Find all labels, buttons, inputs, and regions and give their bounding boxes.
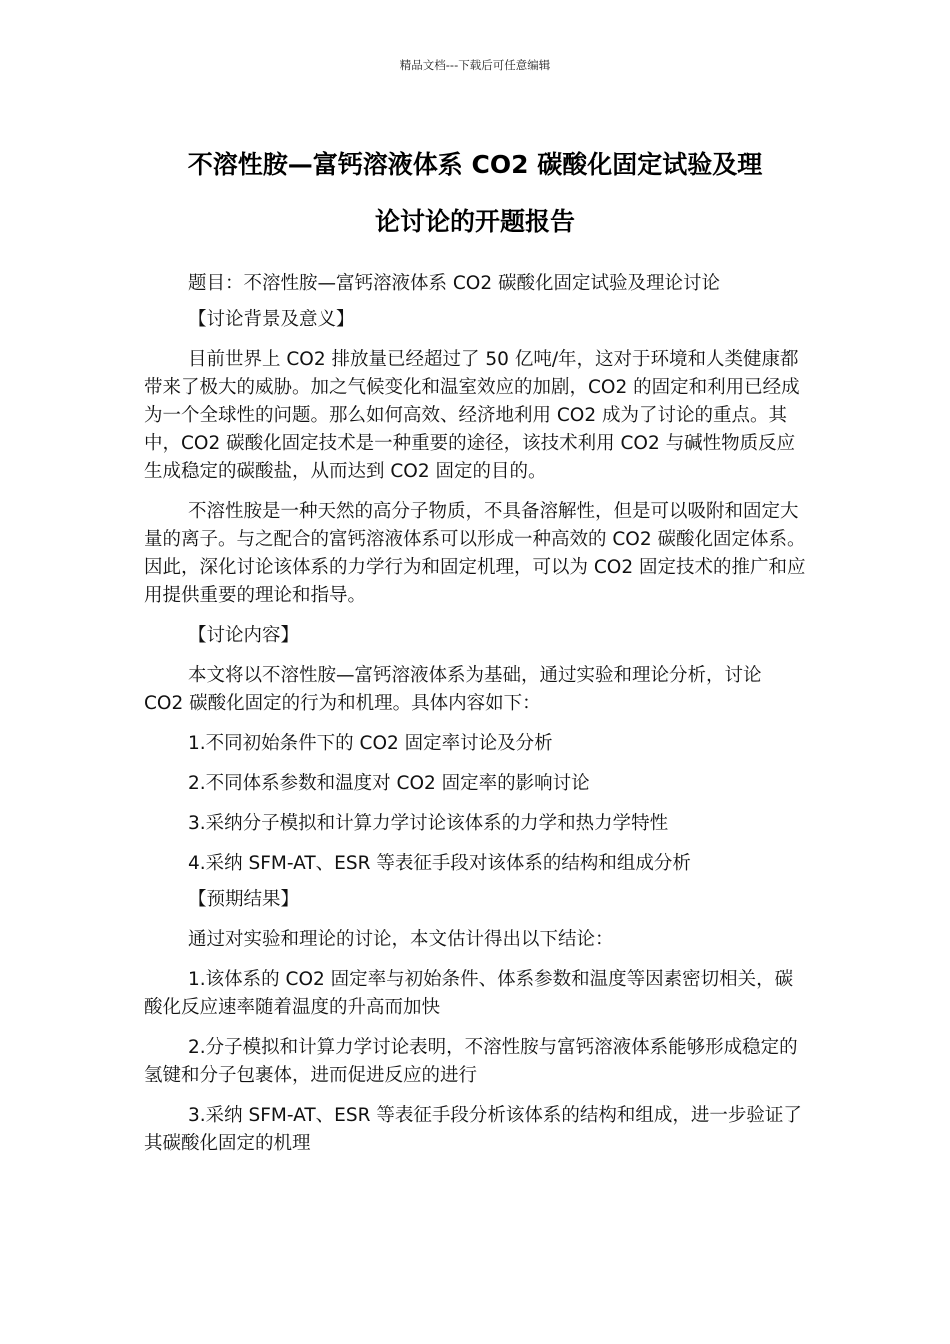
title-line-2: 论讨论的开题报告	[374, 207, 575, 236]
document-title	[120, 136, 830, 250]
subject-line: 题目：不溶性胺—富钙溶液体系 CO2 碳酸化固定试验及理论讨论	[188, 273, 721, 294]
background-paragraph-1: 目前世界上 CO2 排放量已经超过了 50 亿吨/年，这对于环境和人类健康都带来了极大的威胁。加之气候变化和温室效应的加剧，CO2 的固定和利用已经成为一个全球性的问题。那么如何高效、经济地利用 CO2 成为了讨论的重点。其中，CO2 碳酸化固定技术是一种重要的途径，该技术利用 CO2 与碱性物质反应生成稳定的碳酸盐，从而达到 CO2 固定的目的。	[144, 349, 800, 482]
background-paragraph-2: 不溶性胺是一种天然的高分子物质，不具备溶解性，但是可以吸附和固定大量的离子。与之配合的富钙溶液体系可以形成一种高效的 CO2 碳酸化固定体系。因此，深化讨论该体系的力学行为和固定机理，可以为 CO2 固定技术的推广和应用提供重要的理论和指导。	[144, 501, 806, 606]
results-item: 2.分子模拟和计算力学讨论表明，不溶性胺与富钙溶液体系能够形成稳定的氢键和分子包裹体，进而促进反应的进行	[144, 1037, 798, 1086]
content-item: 3.采纳分子模拟和计算力学讨论该体系的力学和热力学特性	[188, 813, 669, 834]
page-header: 精品文档---下载后可任意编辑	[399, 58, 551, 72]
content-item: 1.不同初始条件下的 CO2 固定率讨论及分析	[188, 733, 553, 754]
content-intro: 本文将以不溶性胺—富钙溶液体系为基础，通过实验和理论分析，讨论 CO2 碳酸化固定的行为和机理。具体内容如下：	[144, 665, 762, 714]
section-heading-background: 【讨论背景及意义】	[188, 309, 355, 330]
document-body	[144, 270, 806, 1158]
content-item: 4.采纳 SFM-AT、ESR 等表征手段对该体系的结构和组成分析	[188, 853, 691, 874]
title-line-1: 不溶性胺—富钙溶液体系 CO2 碳酸化固定试验及理	[187, 150, 763, 179]
results-intro: 通过对实验和理论的讨论，本文估计得出以下结论：	[188, 929, 614, 950]
section-heading-content: 【讨论内容】	[188, 625, 300, 646]
results-item: 3.采纳 SFM-AT、ESR 等表征手段分析该体系的结构和组成，进一步验证了其碳酸化固定的机理	[144, 1105, 802, 1154]
content-item: 2.不同体系参数和温度对 CO2 固定率的影响讨论	[188, 773, 590, 794]
results-item: 1.该体系的 CO2 固定率与初始条件、体系参数和温度等因素密切相关，碳酸化反应速率随着温度的升高而加快	[144, 969, 794, 1018]
section-heading-results: 【预期结果】	[188, 889, 300, 910]
